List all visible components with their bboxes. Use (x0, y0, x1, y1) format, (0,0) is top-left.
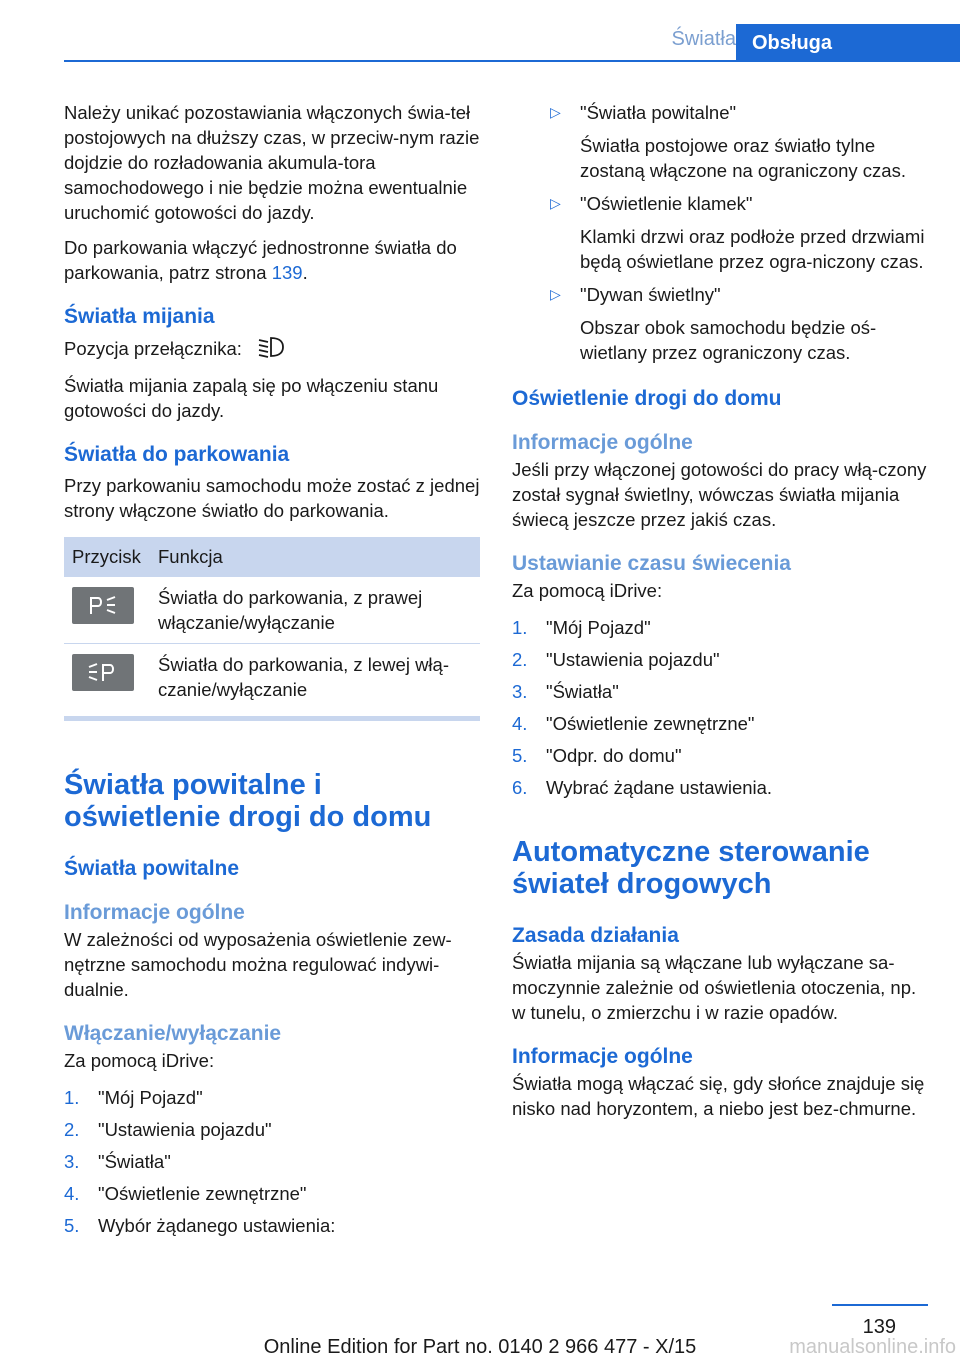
right-column (512, 100, 928, 1131)
option-title: "Światła powitalne" (580, 102, 737, 123)
footer-rule (832, 1304, 928, 1306)
list-item (512, 282, 928, 365)
header-section-tab[interactable]: Światła (671, 28, 736, 50)
step-text: "Ustawienia pojazdu" (98, 1119, 272, 1140)
parking-light-left-icon (72, 654, 134, 691)
list-item (512, 743, 928, 768)
page-number: 139 (862, 1316, 896, 1338)
step-number: 3. (512, 681, 528, 702)
edition-footer: Online Edition for Part no. 0140 2 966 477 - X/15 (263, 1336, 697, 1358)
via-idrive-label: Za pomocą iDrive: (64, 1050, 215, 1071)
list-item (64, 1213, 480, 1238)
header-rule (64, 60, 960, 62)
step-number: 4. (64, 1183, 80, 1204)
general-info-description: W zależności od wyposażenia oświetlenie zew‐nętrzne samochodu można regulować indywi‐dualnie. (64, 929, 452, 1000)
heading-auto-high-beam: Automatyczne sterowanie świateł drogowych (512, 836, 870, 900)
list-item (512, 100, 928, 183)
table-row (64, 644, 480, 711)
header-chapter-tab[interactable]: Obsługa (736, 24, 960, 62)
list-item (512, 775, 928, 800)
left-column (64, 100, 480, 1245)
page-link-139[interactable]: 139 (271, 262, 303, 283)
step-text: Wybrać żądane ustawienia. (546, 777, 773, 798)
heading-welcome-lights: Światła powitalne (64, 857, 240, 880)
heading-general-info-auto: Informacje ogólne (512, 1045, 693, 1068)
step-text: "Mój Pojazd" (546, 617, 651, 638)
option-description: Klamki drzwi oraz podłoże przed drzwiami będą oświetlane przez ogra‐niczony czas. (580, 226, 925, 272)
table-bottom-rule (64, 716, 480, 721)
step-text: "Mój Pojazd" (98, 1087, 203, 1108)
table-row (64, 577, 480, 644)
triangle-bullet-icon: ▷ (550, 195, 561, 211)
table-header-function: Funkcja (150, 537, 480, 577)
step-number: 2. (512, 649, 528, 670)
parking-light-right-icon (72, 587, 134, 624)
list-item (64, 1181, 480, 1206)
auto-general-description: Światła mogą włączać się, gdy słońce znajduje się nisko nad horyzontem, a niebo jest bez‐chmurne. (512, 1073, 925, 1119)
heading-general-info: Informacje ogólne (64, 901, 245, 924)
heading-parking-lights: Światła do parkowania (64, 443, 290, 466)
list-item (512, 647, 928, 672)
list-item (64, 1085, 480, 1110)
paragraph-parking-warning: Należy unikać pozostawiania włączonych świa‐teł postojowych na dłuższy czas, w przeciw‐nym razie dojdzie do rozładowania akumula‐tora samochodowego i nie będzie można ewentualnie uruchomić gotowości do jazdy. (64, 102, 480, 223)
low-beam-icon (257, 335, 285, 365)
list-item (64, 1149, 480, 1174)
watermark: manualsonline.info (789, 1336, 956, 1358)
step-text: "Odpr. do domu" (546, 745, 682, 766)
parking-lights-table (64, 537, 480, 710)
option-title: "Dywan świetlny" (580, 284, 721, 305)
home-general-description: Jeśli przy włączonej gotowości do pracy włą‐czony został sygnał świetlny, wówczas światła mijania świecą jeszcze przez jakiś czas. (512, 459, 927, 530)
step-text: "Oświetlenie zewnętrzne" (546, 713, 755, 734)
switch-position-line (64, 335, 480, 365)
reference-period: . (302, 262, 308, 283)
table-cell-button (64, 644, 150, 711)
heading-low-beam: Światła mijania (64, 305, 215, 328)
welcome-options-list (512, 100, 928, 365)
step-text: "Światła" (546, 681, 619, 702)
step-number: 5. (64, 1215, 80, 1236)
table-header-row (64, 537, 480, 577)
list-item (512, 679, 928, 704)
reference-text: Do parkowania włączyć jednostronne światła do parkowania, patrz strona (64, 237, 457, 283)
heading-general-info-home: Informacje ogólne (512, 431, 693, 454)
heading-duration: Ustawianie czasu świecenia (512, 552, 791, 575)
list-item (512, 615, 928, 640)
switch-position-label: Pozycja przełącznika: (64, 337, 242, 359)
option-title: "Oświetlenie klamek" (580, 193, 753, 214)
step-text: "Światła" (98, 1151, 171, 1172)
step-number: 3. (64, 1151, 80, 1172)
page-header (64, 24, 960, 62)
heading-home-lights: Oświetlenie drogi do domu (512, 387, 782, 410)
principle-description: Światła mijania są włączane lub wyłączane sa‐moczynnie zależnie od oświetlenia otoczenia, np. w tunelu, o zmierzchu i w razie opadów. (512, 952, 917, 1023)
list-item (64, 1117, 480, 1142)
list-item (512, 711, 928, 736)
table-cell-function: Światła do parkowania, z lewej włą‐czanie/wyłączanie (158, 654, 449, 700)
parking-lights-description: Przy parkowaniu samochodu może zostać z jednej strony włączone światło do parkowania. (64, 475, 480, 521)
triangle-bullet-icon: ▷ (550, 104, 561, 120)
step-number: 1. (512, 617, 528, 638)
low-beam-description: Światła mijania zapalą się po włączeniu stanu gotowości do jazdy. (64, 375, 439, 421)
step-text: Wybór żądanego ustawienia: (98, 1215, 336, 1236)
home-steps-list (512, 615, 928, 800)
step-number: 2. (64, 1119, 80, 1140)
heading-principle: Zasada działania (512, 924, 679, 947)
heading-welcome-and-home-lights: Światła powitalne i oświetlenie drogi do domu (64, 769, 432, 833)
step-number: 4. (512, 713, 528, 734)
step-text: "Oświetlenie zewnętrzne" (98, 1183, 307, 1204)
welcome-steps-list (64, 1085, 480, 1238)
table-cell-button (64, 577, 150, 644)
via-idrive-label-home: Za pomocą iDrive: (512, 580, 663, 601)
option-description: Obszar obok samochodu będzie oś‐wietlany przez ograniczony czas. (580, 317, 877, 363)
option-description: Światła postojowe oraz światło tylne zostaną włączone na ograniczony czas. (580, 135, 906, 181)
step-text: "Ustawienia pojazdu" (546, 649, 720, 670)
list-item (512, 191, 928, 274)
step-number: 5. (512, 745, 528, 766)
table-cell-function: Światła do parkowania, z prawej włączanie/wyłączanie (150, 577, 480, 644)
heading-on-off: Włączanie/wyłączanie (64, 1022, 282, 1045)
step-number: 1. (64, 1087, 80, 1108)
triangle-bullet-icon: ▷ (550, 286, 561, 302)
step-number: 6. (512, 777, 528, 798)
paragraph-parking-reference (64, 235, 480, 285)
table-header-button: Przycisk (64, 537, 150, 577)
